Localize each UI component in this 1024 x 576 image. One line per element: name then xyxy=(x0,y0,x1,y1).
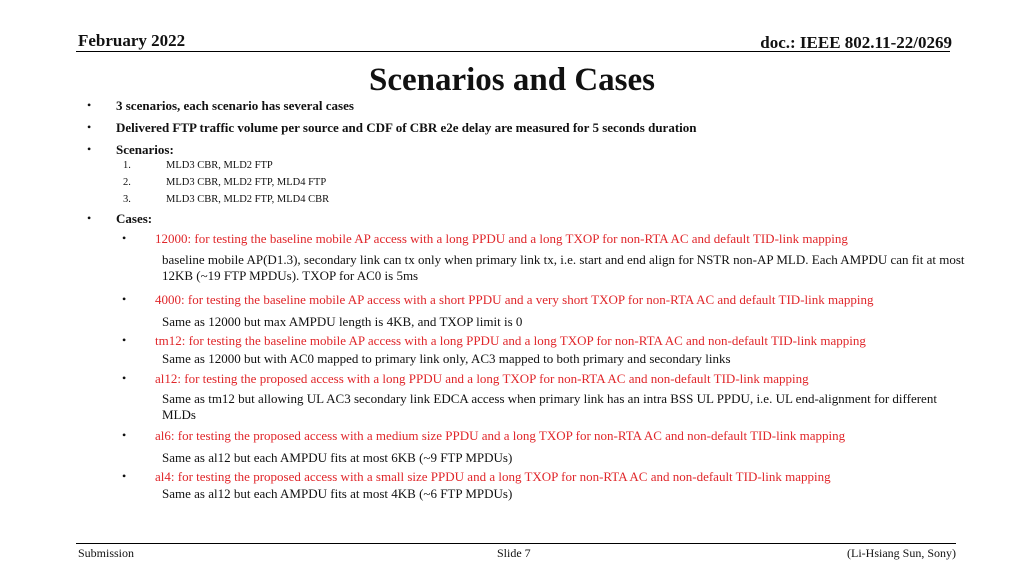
case-title: al12: for testing the proposed access with a long PPDU and a long TXOP for non-RTA AC and non-default TID-link mapping xyxy=(155,371,809,386)
header-date: February 2022 xyxy=(78,31,186,50)
scenario-item: MLD3 CBR, MLD2 FTP, MLD4 FTP xyxy=(166,177,327,188)
case-description: Same as 12000 but max AMPDU length is 4KB, and TXOP limit is 0 xyxy=(162,314,523,329)
bullet-cases-heading: Cases: xyxy=(116,211,153,226)
case-description: Same as 12000 but with AC0 mapped to primary link only, AC3 mapped to both primary and secondary links xyxy=(162,351,731,366)
case-description: Same as al12 but each AMPDU fits at most 6KB (~9 FTP MPDUs) xyxy=(162,450,513,465)
bullet-scenarios-heading: Scenarios: xyxy=(116,142,174,157)
bullet-icon: • xyxy=(87,211,92,225)
case-title: 4000: for testing the baseline mobile AP access with a short PPDU and a very short TXOP for non-RTA AC and default TID-link mapping xyxy=(155,292,874,307)
bullet-measurement: Delivered FTP traffic volume per source and CDF of CBR e2e delay are measured for 5 seconds duration xyxy=(116,120,697,135)
scenario-number: 2. xyxy=(123,177,131,188)
scenario-item: MLD3 CBR, MLD2 FTP xyxy=(166,160,273,171)
case-title: 12000: for testing the baseline mobile AP access with a long PPDU and a long TXOP for non-RTA AC and default TID-link mapping xyxy=(155,231,848,246)
bullet-icon: • xyxy=(122,469,127,483)
scenario-number: 1. xyxy=(123,160,131,171)
case-description: baseline mobile AP(D1.3), secondary link can tx only when primary link tx, i.e. start and end align for NSTR non-AP MLD. Each AMPDU can fit at most 12KB (~19 FTP MPDUs). TXOP for AC0 is 5ms xyxy=(162,252,965,283)
bullet-scenario-count: 3 scenarios, each scenario has several cases xyxy=(116,98,354,113)
bullet-icon: • xyxy=(122,333,127,347)
bullet-icon: • xyxy=(122,292,127,306)
bullet-icon: • xyxy=(122,231,127,245)
case-description: Same as tm12 but allowing UL AC3 secondary link EDCA access when primary link has an intra BSS UL PPDU, i.e. UL end-alignment for different MLDs xyxy=(162,391,937,422)
case-description: Same as al12 but each AMPDU fits at most 4KB (~6 FTP MPDUs) xyxy=(162,486,513,501)
scenario-number: 3. xyxy=(123,194,131,205)
case-title: al6: for testing the proposed access with a medium size PPDU and a long TXOP for non-RTA AC and non-default TID-link mapping xyxy=(155,428,846,443)
bullet-icon: • xyxy=(122,371,127,385)
bullet-icon: • xyxy=(87,98,92,112)
bullet-icon: • xyxy=(122,428,127,442)
footer-submission: Submission xyxy=(78,546,135,560)
footer-slide-number: Slide 7 xyxy=(497,546,531,560)
case-title: tm12: for testing the baseline mobile AP access with a long PPDU and a long TXOP for non-RTA AC and non-default TID-link mapping xyxy=(155,333,866,348)
header-doc-id: doc.: IEEE 802.11-22/0269 xyxy=(760,33,952,52)
case-title: al4: for testing the proposed access with a small size PPDU and a long TXOP for non-RTA AC and non-default TID-link mapping xyxy=(155,469,831,484)
header-divider xyxy=(76,51,950,52)
bullet-icon: • xyxy=(87,120,92,134)
scenario-item: MLD3 CBR, MLD2 FTP, MLD4 CBR xyxy=(166,194,330,205)
slide-title: Scenarios and Cases xyxy=(368,62,656,98)
footer-author: (Li-Hsiang Sun, Sony) xyxy=(847,546,956,560)
footer-divider xyxy=(76,543,956,544)
bullet-icon: • xyxy=(87,142,92,156)
